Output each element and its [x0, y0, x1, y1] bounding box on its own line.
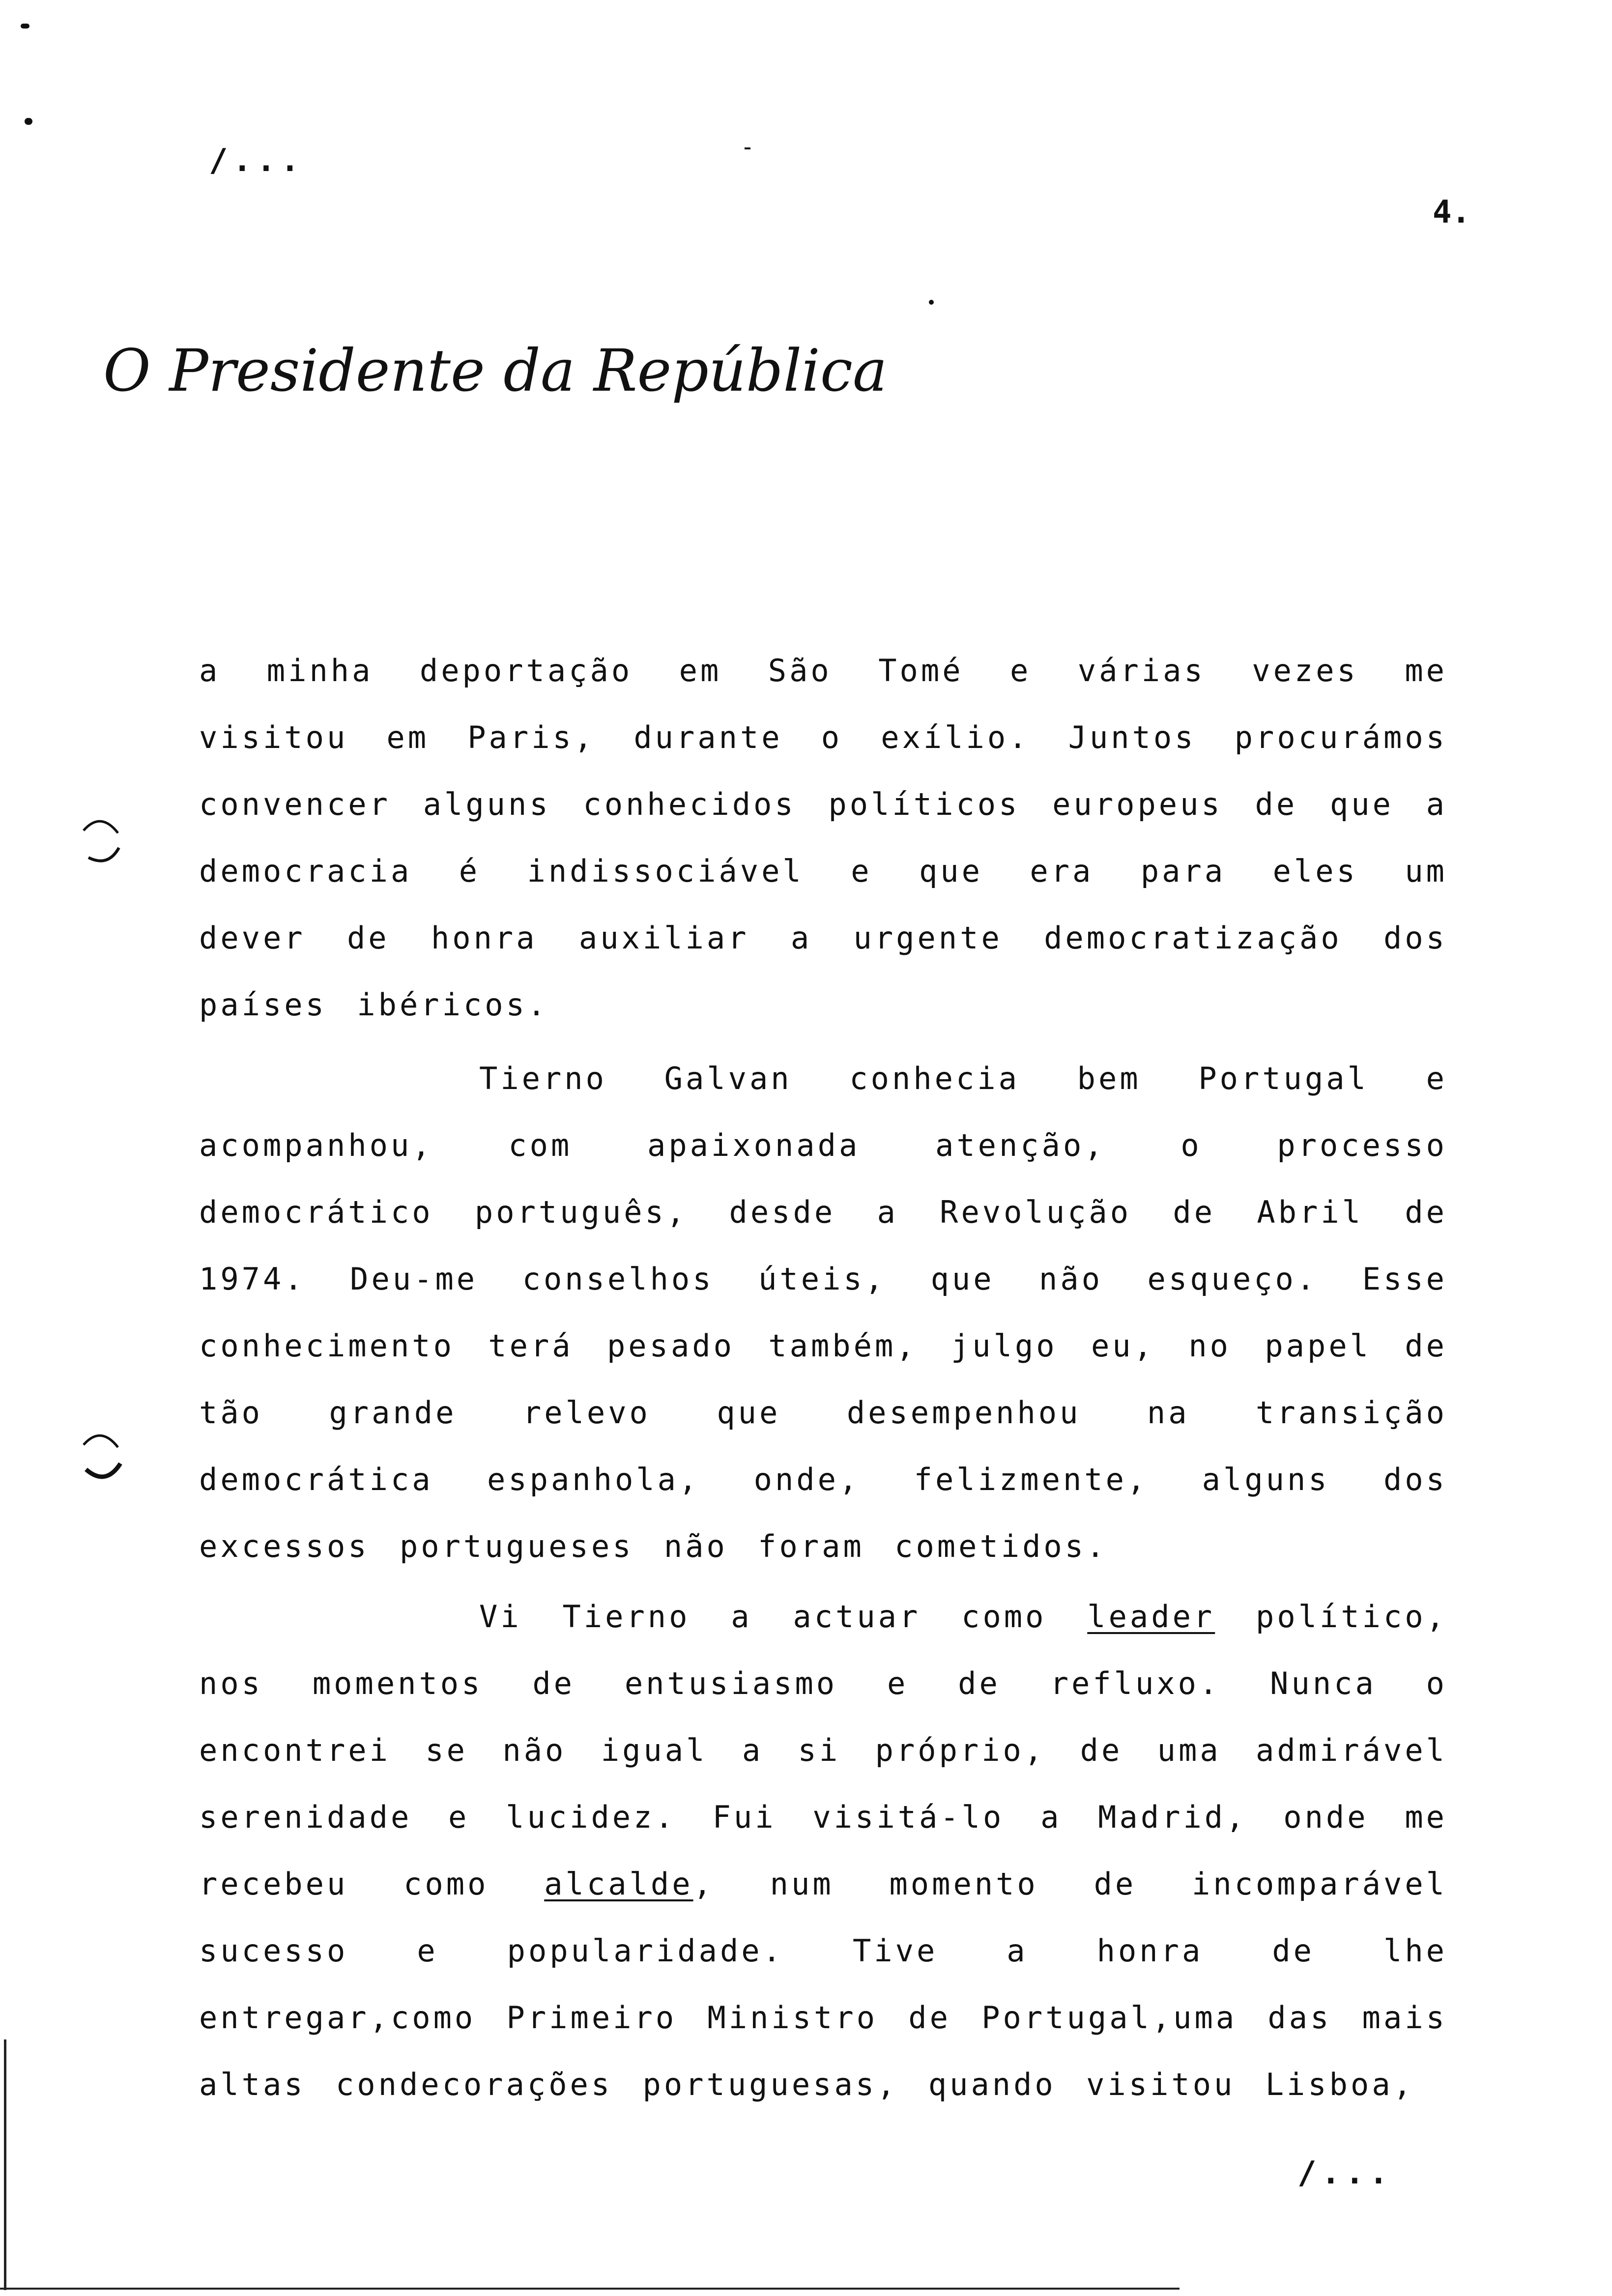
scan-edge-left: [4, 2039, 6, 2290]
scan-edge-bottom: [0, 2288, 1180, 2290]
paragraph-3-text-a: Vi Tierno a actuar como: [479, 1599, 1088, 1635]
paragraph-3-text-c: , num momento de incomparável sucesso e popularidade. Tive a honra de lhe entregar,como Primeiro Ministro de Portugal,uma das mais altas condecorações portuguesas, quando visitou Lisboa,: [199, 1866, 1447, 2102]
page-number: 4.: [1433, 194, 1471, 230]
continuation-marker-bottom: /...: [1297, 2155, 1393, 2191]
continuation-marker-top: /...: [209, 143, 305, 179]
scan-speck: [745, 147, 750, 149]
letterhead-text: O Presidente da República: [103, 337, 888, 404]
letterhead-seal: [98, 322, 888, 440]
paragraph-3: [199, 1583, 1447, 2118]
paragraph-2: [199, 1045, 1447, 1580]
scan-speck: [21, 24, 29, 29]
scan-speck: [25, 118, 32, 125]
punch-hole: [74, 811, 128, 870]
paragraph-2-text: Tierno Galvan conhecia bem Portugal e acompanhou, com apaixonada atenção, o processo democrático português, desde a Revolução de Abril de 1974. Deu-me conselhos úteis, que não esqueço. Esse conhecimento terá pesado também, julgo eu, no papel de tão grande relevo que desempenhou na transição democrática espanhola, onde, felizmente, alguns dos excessos portugueses não foram cometidos.: [199, 1061, 1447, 1564]
paragraph-1: [199, 637, 1447, 1038]
scan-speck: [929, 300, 934, 305]
underlined-term-leader: leader: [1087, 1599, 1215, 1635]
paragraph-3-text-b: político, nos momentos de entusiasmo e de refluxo. Nunca o encontrei se não igual a si próprio, de uma admirável serenidade e lucidez. Fui visitá-lo a Madrid, onde me recebeu como: [199, 1599, 1447, 1902]
punch-hole: [74, 1425, 128, 1484]
paragraph-1-text: a minha deportação em São Tomé e várias vezes me visitou em Paris, durante o exílio. Juntos procurámos convencer alguns conhecidos políticos europeus de que a democracia é indissociável e que era para eles um dever de honra auxiliar a urgente democratização dos países ibéricos.: [199, 653, 1447, 1023]
underlined-term-alcalde: alcalde: [544, 1866, 693, 1902]
